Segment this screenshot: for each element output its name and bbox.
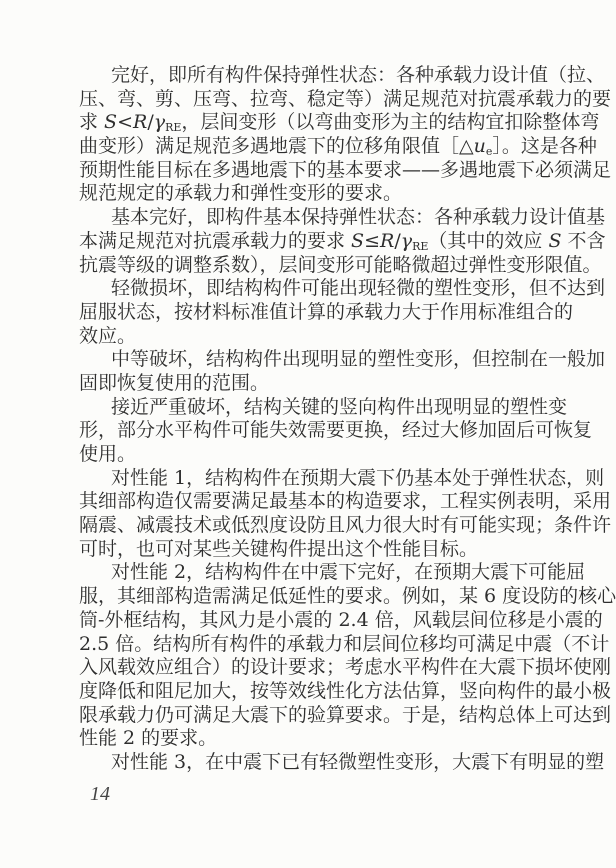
text-line: 压、弯、剪、压弯、拉弯、稳定等）满足规范对抗震承载力的要 <box>79 87 612 110</box>
text-line: 其细部构造仅需要满足最基本的构造要求，工程实例表明，采用 <box>79 490 612 513</box>
subscript: RE <box>412 239 429 253</box>
body-text <box>79 64 616 775</box>
text-run: < <box>117 111 133 134</box>
text-run: ≤ <box>364 229 380 252</box>
paragraph <box>79 206 606 277</box>
text-run: ］。这是各种 <box>492 135 597 158</box>
text-line: 使用。 <box>79 443 137 465</box>
text-line: 隔震、减震技术或低烈度设防且风力很大时有可能实现；条件许 <box>79 514 612 537</box>
text-line: 抗震等级的调整系数），层间变形可能略微超过弹性变形限值。 <box>79 253 602 276</box>
text-line: 屈服状态，按材料标准值计算的承载力大于作用标准组合的 <box>79 300 574 323</box>
paragraph <box>79 395 593 467</box>
text-line: 预期性能目标在多遇地震下的基本要求——多遇地震下必须满足 <box>79 158 612 181</box>
text-run: / <box>394 229 401 252</box>
paragraph <box>79 277 606 348</box>
text-line: 接近严重破坏，结构关键的竖向构件出现明显的塑性变 <box>111 395 568 418</box>
page-number: 14 <box>90 783 110 805</box>
text-run: 求 <box>79 111 105 134</box>
text-line: 中等破坏，结构构件出现明显的塑性变形，但控制在一般加 <box>111 348 606 371</box>
math-symbol: R <box>133 111 148 134</box>
math-symbol: S <box>351 229 365 252</box>
subscript: e <box>485 145 493 159</box>
text-line: 对性能 3，在中震下已有轻微塑性变形，大震下有明显的塑 <box>111 750 605 773</box>
text-line: 筒-外框结构，其风力是小震的 2.4 倍，风载层间位移是小震的 <box>79 608 603 631</box>
text-line <box>79 135 597 159</box>
math-symbol: S <box>104 111 118 134</box>
text-line <box>79 111 600 135</box>
text-line: 度降低和阻尼加大，按等效线性化方法估算，竖向构件的最小极 <box>79 679 612 702</box>
text-line: 可时，也可对某些关键构件提出这个性能目标。 <box>79 537 479 560</box>
math-symbol: γ <box>400 229 413 252</box>
text-run: / <box>147 111 154 134</box>
text-line: 固即恢复使用的范围。 <box>79 371 270 394</box>
text-run: 曲变形）满足规范多遇地震下的位移角限值［△ <box>79 135 474 158</box>
text-run: 不含 <box>561 229 606 252</box>
paragraph <box>79 64 612 206</box>
text-line <box>79 229 606 254</box>
text-line: 服，其细部构造需满足低延性的要求。例如，某 6 度设防的核心 <box>79 585 616 608</box>
math-symbol: R <box>380 229 395 252</box>
text-line: 限承载力仍可满足大震下的验算要求。于是，结构总体上可达到 <box>79 703 612 726</box>
text-line: 完好，即所有构件保持弹性状态：各种承载力设计值（拉、 <box>111 64 606 86</box>
text-line: 对性能 1，结构构件在预期大震下仍基本处于弹性状态，则 <box>111 466 605 489</box>
paragraph <box>79 750 605 775</box>
text-run: 本满足规范对抗震承载力的要求 <box>79 229 352 252</box>
text-run: ，层间变形（以弯曲变形为主的结构宜扣除整体弯 <box>181 111 600 134</box>
text-line: 规范规定的承载力和弹性变形的要求。 <box>79 182 403 205</box>
paragraph <box>79 348 606 395</box>
math-symbol: S <box>548 229 562 252</box>
text-line: 性能 2 的要求。 <box>79 727 218 750</box>
text-run: （其中的效应 <box>428 229 549 252</box>
text-line: 对性能 2，结构构件在中震下完好，在预期大震下可能屈 <box>111 561 586 584</box>
subscript: RE <box>165 121 182 135</box>
text-line: 形，部分水平构件可能失效需要更换，经过大修加固后可恢复 <box>79 419 593 442</box>
text-line: 轻微损坏，即结构构件可能出现轻微的塑性变形，但不达到 <box>111 277 606 300</box>
text-line: 入风载效应组合）的设计要求；考虑水平构件在大震下损坏使刚 <box>79 656 612 679</box>
paragraph <box>79 561 616 751</box>
paragraph <box>79 466 612 562</box>
math-symbol: u <box>473 135 486 158</box>
math-symbol: γ <box>153 111 166 134</box>
text-line: 效应。 <box>79 324 137 347</box>
text-line: 基本完好，即构件基本保持弹性状态：各种承载力设计值基 <box>111 206 606 229</box>
text-line: 2.5 倍。结构所有构件的承载力和层间位移均可满足中震（不计 <box>79 632 610 655</box>
